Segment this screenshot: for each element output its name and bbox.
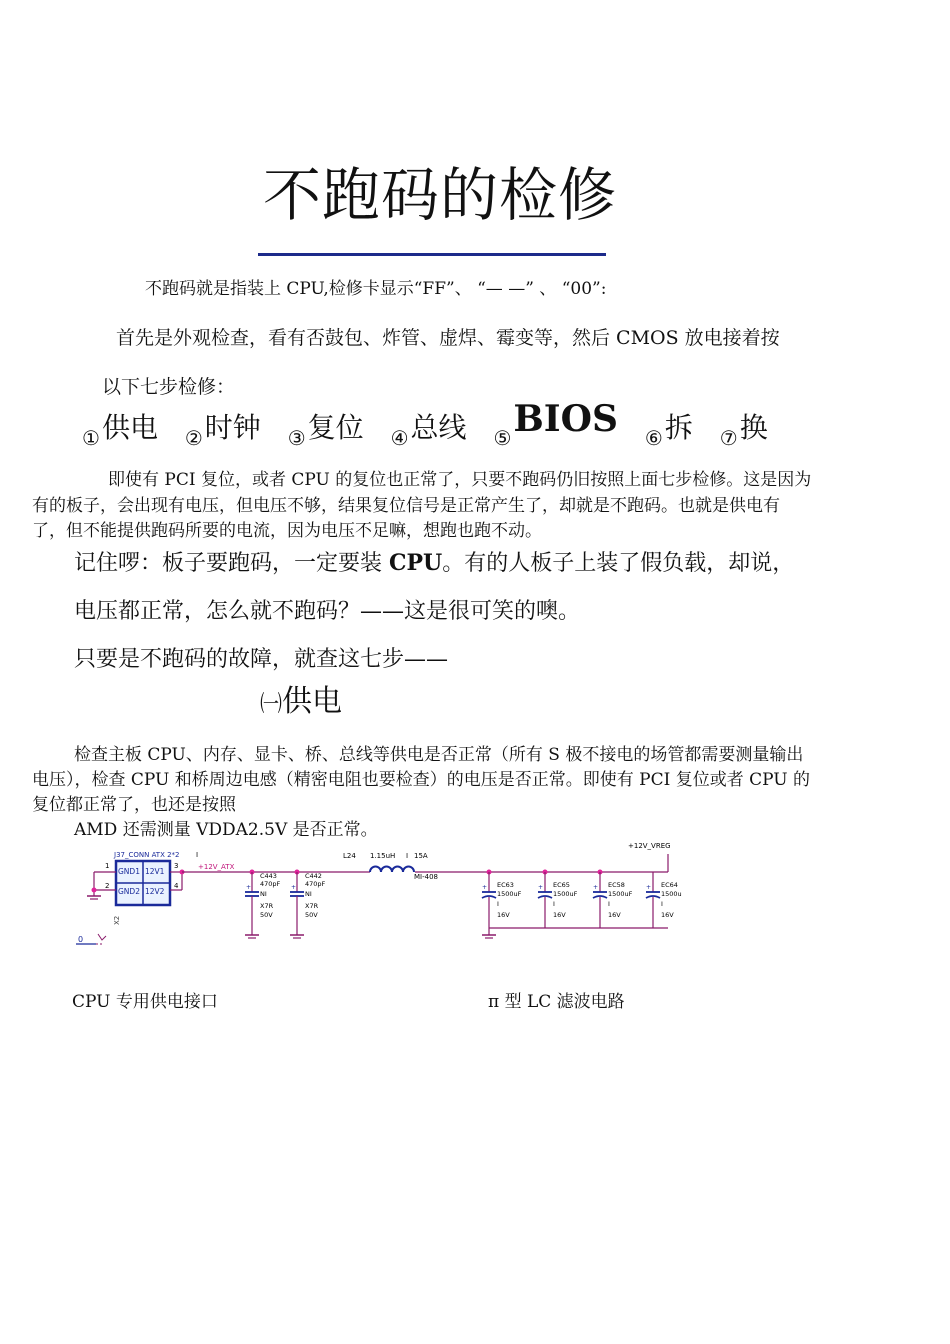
zero-net-label: 0 — [78, 935, 84, 944]
svg-text:+: + — [593, 884, 599, 891]
svg-text:50V: 50V — [305, 911, 318, 919]
svg-text:16V: 16V — [553, 911, 566, 919]
svg-text:I: I — [661, 900, 663, 908]
rail-in-label: +12V_ATX — [198, 863, 235, 871]
svg-text:C443: C443 — [260, 872, 277, 880]
svg-text:I: I — [608, 900, 610, 908]
cap-c442 — [290, 872, 326, 938]
svg-text:I: I — [406, 852, 409, 860]
reset-line-1: 即使有 PCI 复位，或者 CPU 的复位也正常了，只要不跑码仍旧按照上面七步检修。这是因为 — [108, 470, 812, 490]
step-7: $_⑦$换 — [719, 411, 768, 450]
cap-ec65 — [538, 872, 578, 928]
remember-line-3: 只要是不跑码的故障，就查这七步—— — [74, 647, 449, 672]
pin-2: 2 — [105, 882, 110, 890]
cap-c443 — [245, 872, 281, 938]
svg-text:16V: 16V — [497, 911, 510, 919]
svg-text:I: I — [553, 900, 555, 908]
intro-line: 不跑码就是指装上 CPU,检修卡显示“FF”、 “— —” 、 “00”: — [145, 279, 607, 299]
pin-label-12v1: 12V1 — [145, 867, 165, 876]
pin-4: 4 — [174, 882, 179, 890]
svg-text:NI: NI — [305, 890, 312, 898]
svg-text:16V: 16V — [608, 911, 621, 919]
pin-label-12v2: 12V2 — [145, 887, 165, 896]
svg-text:1500uF: 1500uF — [608, 890, 633, 898]
cap-ec63 — [482, 872, 522, 928]
reset-line-2: 有的板子，会出现有电压，但电压不够，结果复位信号是正常产生了，却就是不跑码。也就是供电有 — [32, 496, 780, 516]
cap-ec58 — [593, 872, 633, 928]
power-line-1: 检查主板 CPU、内存、显卡、桥、总线等供电是否正常（所有 S 极不接电的场管都需要测量输出 — [74, 745, 804, 765]
svg-text:EC64: EC64 — [661, 881, 678, 889]
svg-text:I: I — [196, 851, 199, 859]
svg-text:EC65: EC65 — [553, 881, 570, 889]
power-line-4: AMD 还需测量 VDDA2.5V 是否正常。 — [74, 820, 378, 840]
svg-text:NI: NI — [260, 890, 267, 898]
svg-text:470pF: 470pF — [305, 880, 326, 888]
pin-label-gnd2: GND2 — [118, 887, 140, 896]
svg-text:X7R: X7R — [260, 902, 274, 910]
seven-steps — [82, 398, 786, 450]
inductor-value: 1.15uH — [370, 852, 396, 860]
step-6: $_⑥$拆 — [644, 411, 693, 450]
power-line-3: 复位都正常了，也还是按照 — [32, 795, 236, 815]
remember-line-1: 记住啰：板子要跑码，一定要装 CPU。有的人板子上装了假负载，却说， — [74, 550, 795, 576]
svg-text:+: + — [291, 884, 297, 891]
inductor-current: 15A — [414, 852, 428, 860]
caption-lc-filter: π 型 LC 滤波电路 — [488, 992, 625, 1012]
svg-text:+: + — [646, 884, 652, 891]
power-schematic — [70, 838, 690, 953]
svg-text:1500uF: 1500uF — [553, 890, 578, 898]
svg-text:EC63: EC63 — [497, 881, 514, 889]
svg-text:470pF: 470pF — [260, 880, 281, 888]
svg-text:+: + — [538, 884, 544, 891]
check-line-2: 以下七步检修： — [102, 376, 236, 398]
svg-text:X7R: X7R — [305, 902, 319, 910]
cap-ec64 — [646, 872, 682, 928]
svg-text:EC58: EC58 — [608, 881, 625, 889]
step-2: $_②$时钟 — [184, 411, 261, 450]
svg-text:C442: C442 — [305, 872, 322, 880]
title-underline — [258, 253, 606, 256]
inductor-part: MI-408 — [414, 873, 438, 881]
rail-out-label: +12V_VREG — [628, 842, 671, 850]
connector-label: J37_CONN ATX 2*2 — [114, 851, 180, 859]
pin-label-gnd1: GND1 — [118, 867, 140, 876]
caption-connector: CPU 专用供电接口 — [72, 992, 218, 1012]
svg-text:16V: 16V — [661, 911, 674, 919]
page-title: 不跑码的检修 — [262, 161, 617, 229]
step-3: $_③$复位 — [287, 411, 364, 450]
pin-3: 3 — [174, 862, 179, 870]
inductor-ref: L24 — [343, 852, 356, 860]
x2-label: X2 — [113, 915, 121, 925]
pin-1: 1 — [105, 862, 110, 870]
step-5: $_⑤$BIOS — [493, 398, 618, 450]
svg-text:1500u: 1500u — [661, 890, 682, 898]
svg-text:50V: 50V — [260, 911, 273, 919]
section-heading: ㈠供电 — [260, 684, 343, 719]
reset-line-3: 了，但不能提供跑码所要的电流，因为电压不足嘛，想跑也跑不动。 — [32, 521, 542, 541]
svg-text:+: + — [246, 884, 252, 891]
svg-text:I: I — [497, 900, 499, 908]
step-1: $_①$供电 — [82, 411, 158, 450]
svg-text:1500uF: 1500uF — [497, 890, 522, 898]
step-4: $_④$总线 — [390, 411, 467, 450]
check-line-1: 首先是外观检查，看有否鼓包、炸管、虚焊、霉变等，然后 CMOS 放电接着按 — [116, 327, 780, 349]
power-line-2: 电压），检查 CPU 和桥周边电感（精密电阻也要检查）的电压是否正常。即使有 PCI 复位或者 CPU 的 — [32, 770, 811, 790]
inductor — [370, 867, 414, 873]
svg-text:+: + — [482, 884, 488, 891]
remember-line-2: 电压都正常，怎么就不跑码？——这是很可笑的噢。 — [74, 599, 581, 624]
